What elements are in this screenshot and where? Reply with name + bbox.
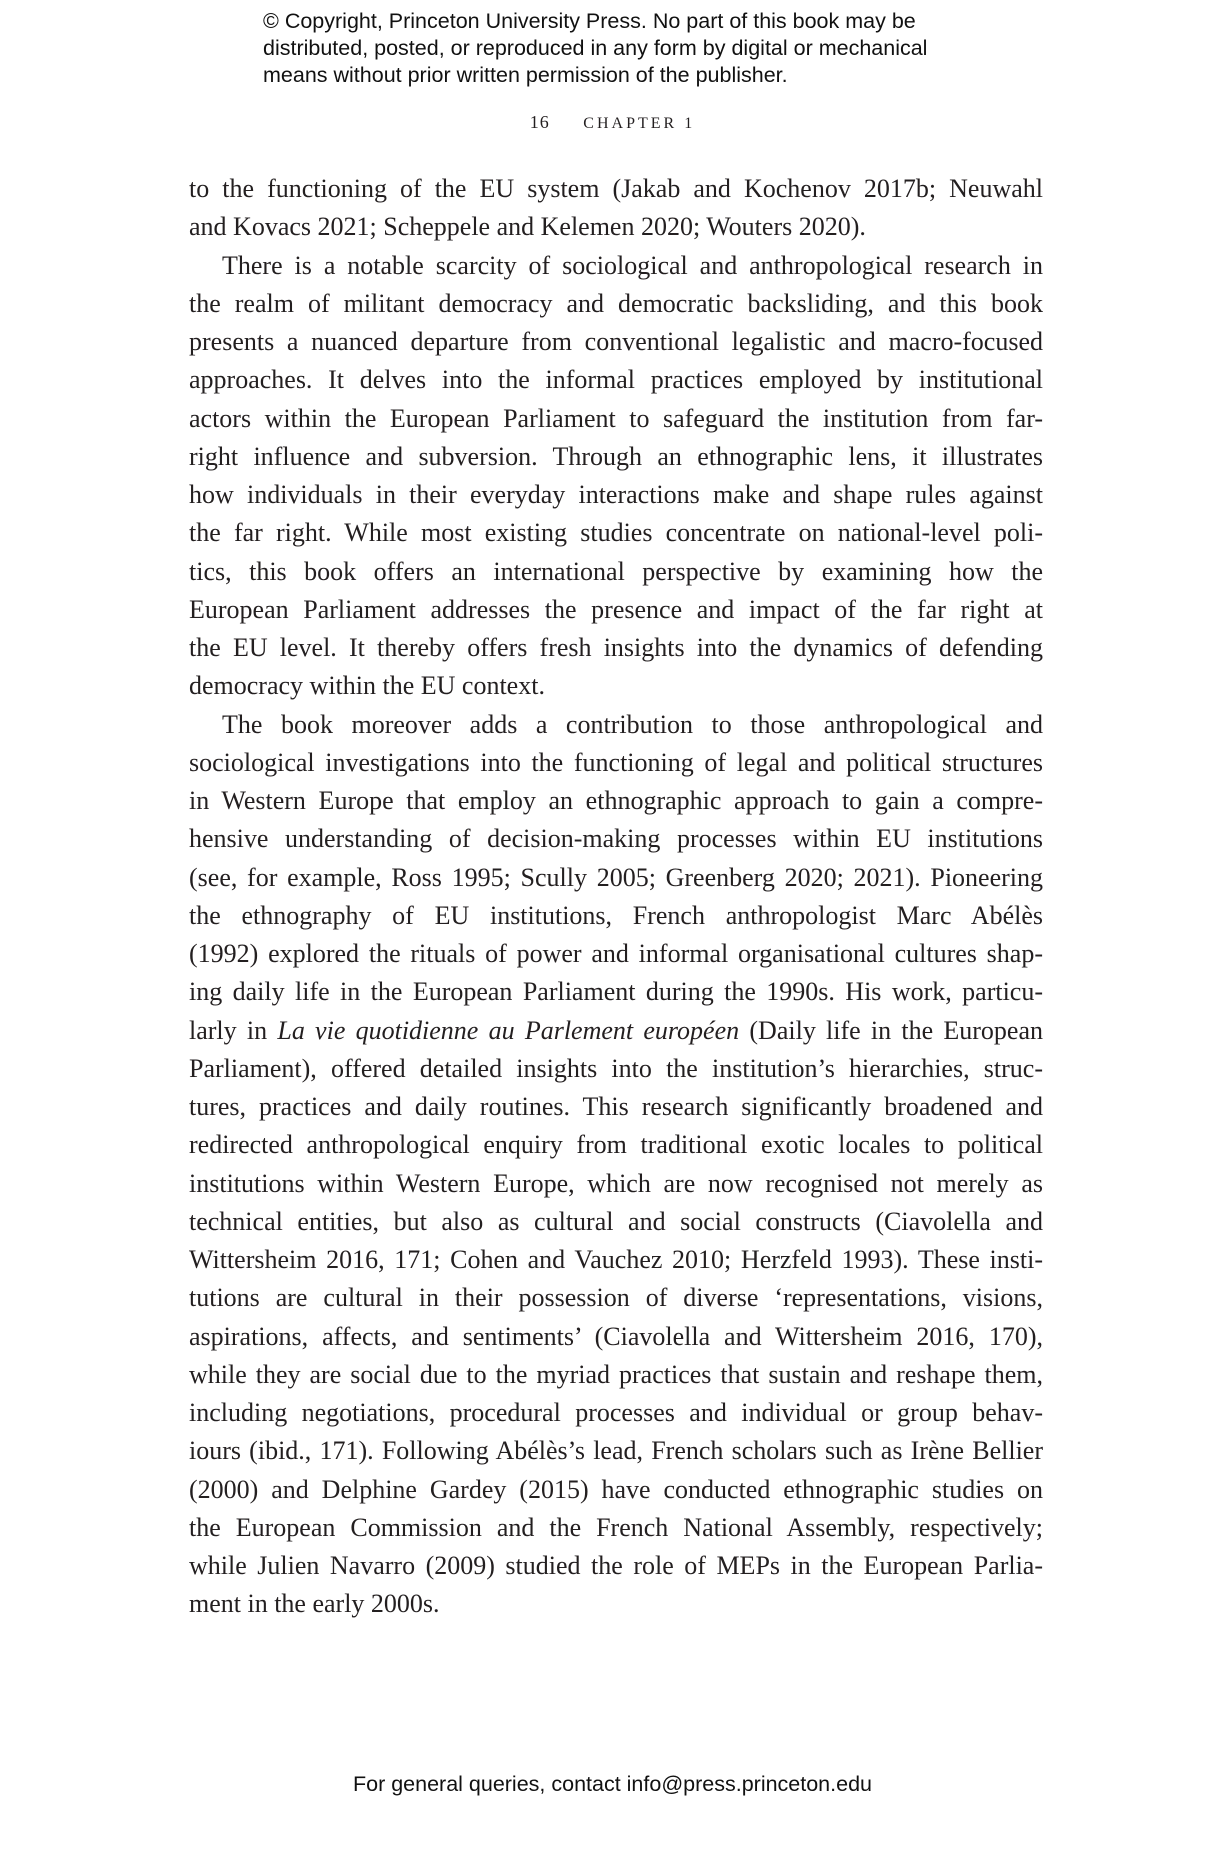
text-line: approaches. It delves into the informal practices employed by institutional [189, 365, 1043, 395]
chapter-label: CHAPTER 1 [583, 115, 696, 132]
text-line: (see, for example, Ross 1995; Scully 2005; Greenberg 2020; 2021). Pioneering [189, 862, 1043, 892]
text-line: including negotiations, procedural processes and individual or group behav- [189, 1398, 1043, 1427]
text-line: how individuals in their everyday interactions make and shape rules against [189, 480, 1043, 509]
text-line: tutions are cultural in their possession of diverse ‘representations, visions, [189, 1283, 1043, 1313]
text-line: ment in the early 2000s. [189, 1589, 440, 1619]
text-line: iours (ibid., 171). Following Abélès’s lead, French scholars such as Irène Bellier [189, 1436, 1043, 1466]
text-run: (Daily life in the European [749, 1015, 1044, 1045]
text-line: aspirations, affects, and sentiments’ (Ciavolella and Wittersheim 2016, 170), [189, 1321, 1043, 1351]
text-line: the ethnography of EU institutions, French anthropologist Marc Abélès [189, 900, 1043, 930]
text-line: the realm of militant democracy and democratic backsliding, and this book [189, 288, 1043, 318]
running-head [0, 112, 1225, 133]
text-line: democracy within the EU context. [189, 671, 545, 701]
text-line: (2000) and Delphine Gardey (2015) have conducted ethnographic studies on [189, 1474, 1043, 1504]
copyright-line: © Copyright, Princeton University Press. No part of this book may be [263, 9, 916, 33]
page-number: 16 [529, 112, 550, 132]
text-line: The book moreover adds a contribution to those anthropological and [222, 709, 1043, 739]
text-line: ing daily life in the European Parliament during the 1990s. His work, particu- [189, 977, 1043, 1007]
text-line: the EU level. It thereby offers fresh insights into the dynamics of defending [189, 633, 1043, 662]
text-line: Parliament), offered detailed insights into the institution’s hierarchies, struc- [189, 1053, 1043, 1083]
text-line: European Parliament addresses the presence and impact of the far right at [189, 594, 1043, 624]
text-line: hensive understanding of decision-making processes within EU institutions [189, 824, 1043, 854]
text-line: the European Commission and the French National Assembly, respectively; [189, 1512, 1043, 1542]
text-line: right influence and subversion. Through an ethnographic lens, it illustrates [189, 441, 1043, 471]
text-line: There is a notable scarcity of sociological and anthropological research in [222, 250, 1043, 280]
text-run: larly in [189, 1015, 268, 1045]
text-line: in Western Europe that employ an ethnographic approach to gain a compre- [189, 786, 1043, 815]
footer-contact: For general queries, contact info@press.princeton.edu [352, 1772, 872, 1796]
text-line: tures, practices and daily routines. This research significantly broadened and [189, 1092, 1043, 1121]
text-line: to the functioning of the EU system (Jakab and Kochenov 2017b; Neuwahl [189, 174, 1043, 203]
text-line: the far right. While most existing studies concentrate on national-level poli- [189, 518, 1043, 548]
text-line: presents a nuanced departure from conventional legalistic and macro-focused [189, 327, 1043, 356]
text-line: technical entities, but also as cultural and social constructs (Ciavolella and [189, 1206, 1043, 1236]
text-line: institutions within Western Europe, which are now recognised not merely as [189, 1168, 1043, 1198]
text-line-mixed [189, 1012, 1043, 1050]
copyright-line: means without prior written permission of the publisher. [263, 63, 788, 87]
text-line: while they are social due to the myriad practices that sustain and reshape them, [189, 1359, 1043, 1389]
text-line: Wittersheim 2016, 171; Cohen and Vauchez 2010; Herzfeld 1993). These insti- [189, 1245, 1043, 1274]
text-line: tics, this book offers an international perspective by examining how the [189, 556, 1043, 586]
text-line: and Kovacs 2021; Scheppele and Kelemen 2020; Wouters 2020). [189, 212, 866, 242]
text-line: while Julien Navarro (2009) studied the role of MEPs in the European Parlia- [189, 1551, 1043, 1580]
text-line: redirected anthropological enquiry from traditional exotic locales to political [189, 1130, 1043, 1160]
italic-title: La vie quotidienne au Parlement européen [277, 1015, 740, 1045]
body-text [189, 170, 1043, 1624]
text-line: sociological investigations into the functioning of legal and political structures [189, 747, 1043, 777]
copyright-notice [263, 8, 1023, 89]
text-line: actors within the European Parliament to safeguard the institution from far- [189, 403, 1043, 433]
copyright-line: distributed, posted, or reproduced in any form by digital or mechanical [263, 36, 928, 60]
text-line: (1992) explored the rituals of power and informal organisational cultures shap- [189, 939, 1043, 968]
